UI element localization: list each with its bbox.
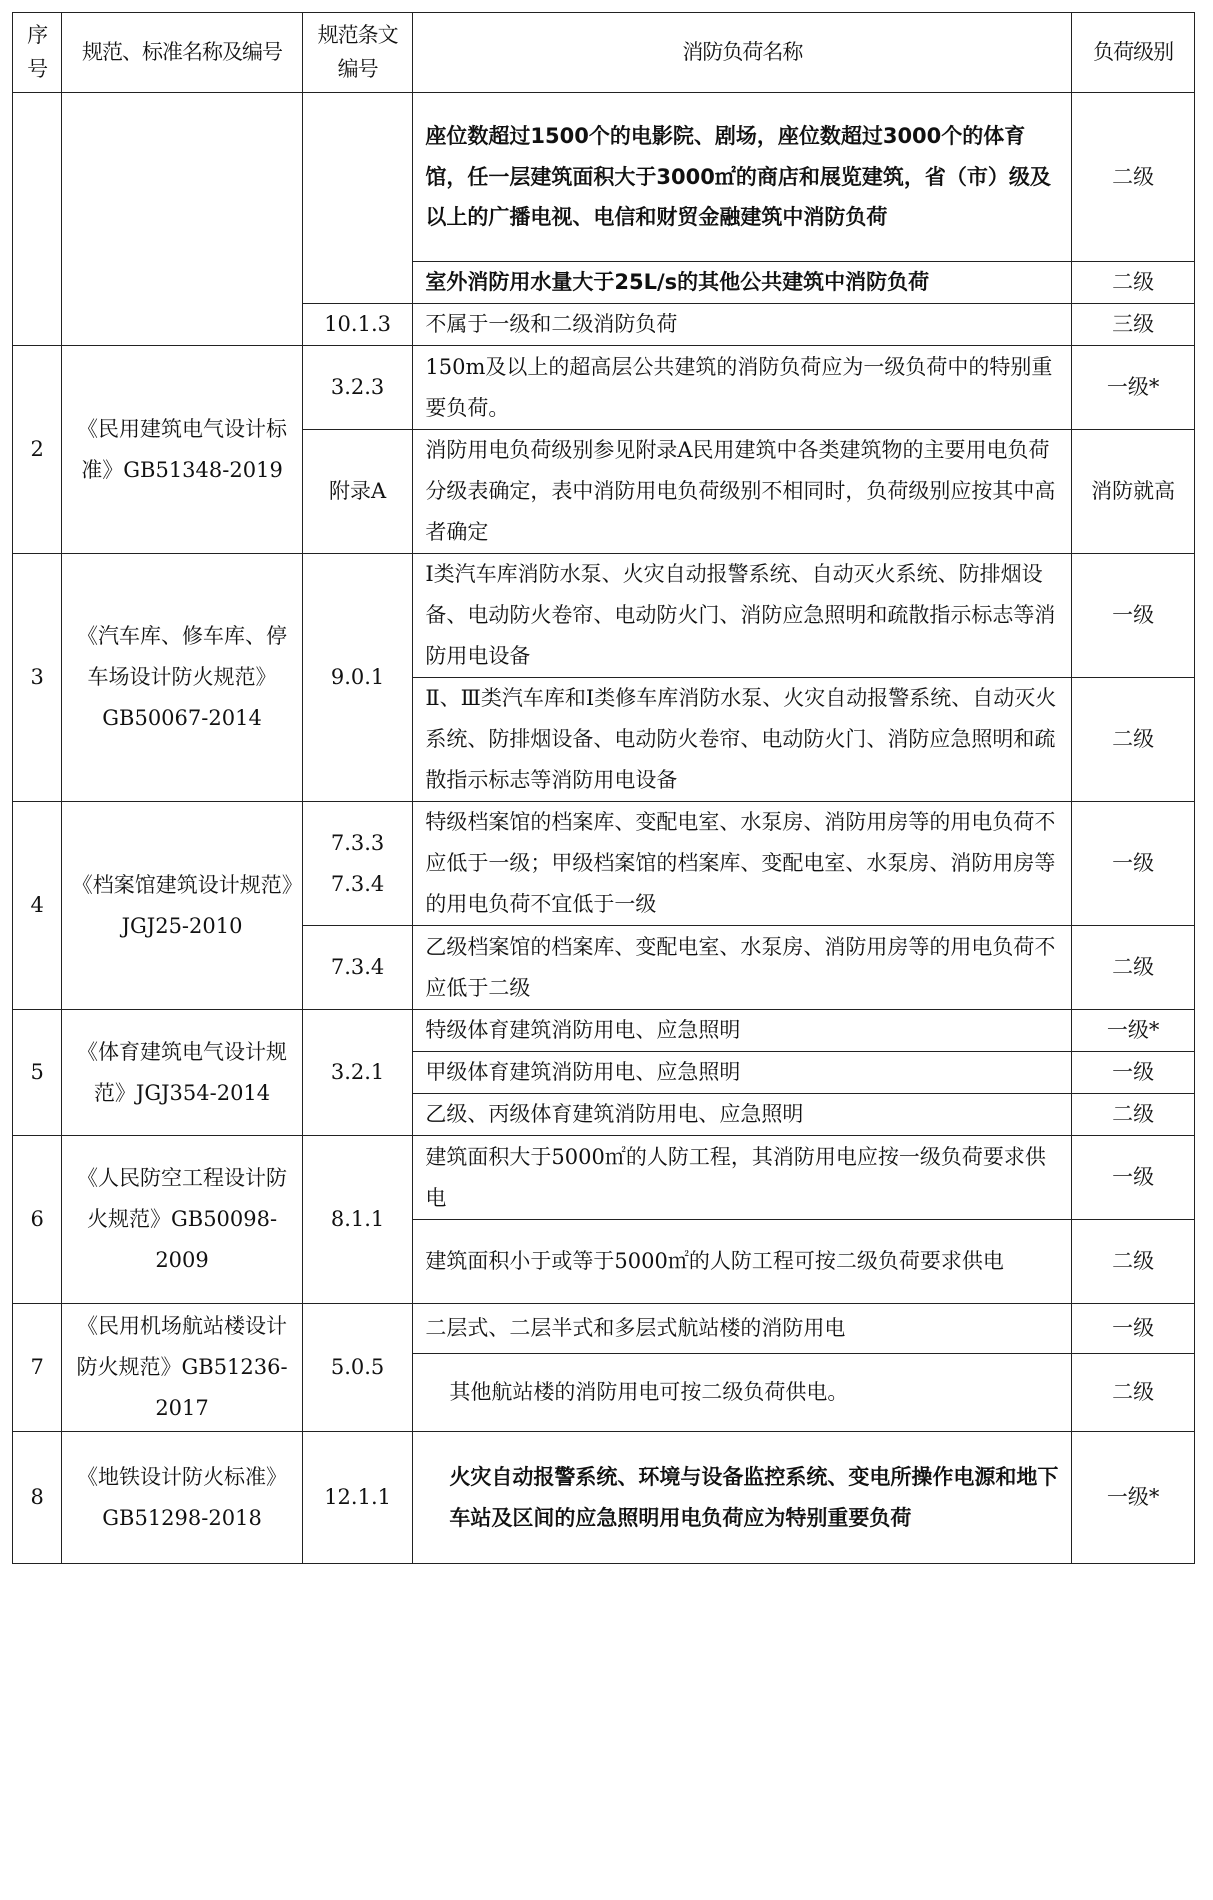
table-row [13, 1304, 1195, 1354]
row7-level-b: 二级 [1072, 1354, 1195, 1432]
row3-load-b: Ⅱ、Ⅲ类汽车库和Ⅰ类修车库消防水泵、火灾自动报警系统、自动灭火系统、防排烟设备、电动防火卷帘、电动防火门、消防应急照明和疏散指示标志等消防用电设备 [413, 678, 1072, 802]
header-no: 序号 [13, 13, 62, 93]
row5-load-b: 甲级体育建筑消防用电、应急照明 [413, 1052, 1072, 1094]
header-load: 消防负荷名称 [413, 13, 1072, 93]
row7-standard: 《民用机场航站楼设计防火规范》GB51236-2017 [62, 1304, 302, 1432]
row2-load-b: 消防用电负荷级别参见附录A民用建筑中各类建筑物的主要用电负荷分级表确定，表中消防用电负荷级别不相同时，负荷级别应按其中高者确定 [413, 430, 1072, 554]
row6-clause: 8.1.1 [302, 1136, 413, 1304]
row5-standard: 《体育建筑电气设计规范》JGJ354-2014 [62, 1010, 302, 1136]
row1-standard [62, 93, 302, 346]
fire-load-table [12, 12, 1195, 1564]
table-row [13, 346, 1195, 430]
row7-load-a: 二层式、二层半式和多层式航站楼的消防用电 [413, 1304, 1072, 1354]
document-page [12, 12, 1195, 1564]
header-standard: 规范、标准名称及编号 [62, 13, 302, 93]
row2-level-a: 一级* [1072, 346, 1195, 430]
row5-load-c: 乙级、丙级体育建筑消防用电、应急照明 [413, 1094, 1072, 1136]
row8-no: 8 [13, 1432, 62, 1564]
row7-clause: 5.0.5 [302, 1304, 413, 1432]
row6-level-a: 一级 [1072, 1136, 1195, 1220]
row5-clause: 3.2.1 [302, 1010, 413, 1136]
row3-standard: 《汽车库、修车库、停车场设计防火规范》GB50067-2014 [62, 554, 302, 802]
row7-load-b: 其他航站楼的消防用电可按二级负荷供电。 [413, 1354, 1072, 1432]
row6-no: 6 [13, 1136, 62, 1304]
row1-clause [302, 93, 413, 304]
row3-level-a: 一级 [1072, 554, 1195, 678]
header-row [13, 13, 1195, 93]
row6-level-b: 二级 [1072, 1220, 1195, 1304]
row3-no: 3 [13, 554, 62, 802]
row4-standard: 《档案馆建筑设计规范》JGJ25-2010 [62, 802, 302, 1010]
row4-level-b: 二级 [1072, 926, 1195, 1010]
row1-load-b: 室外消防用水量大于25L/s的其他公共建筑中消防负荷 [413, 262, 1072, 304]
table-row [13, 554, 1195, 678]
row4-no: 4 [13, 802, 62, 1010]
row6-load-a: 建筑面积大于5000㎡的人防工程，其消防用电应按一级负荷要求供电 [413, 1136, 1072, 1220]
row4-clause-a: 7.3.3 7.3.4 [302, 802, 413, 926]
row4-level-a: 一级 [1072, 802, 1195, 926]
row2-clause-a: 3.2.3 [302, 346, 413, 430]
row2-no: 2 [13, 346, 62, 554]
row2-clause-b: 附录A [302, 430, 413, 554]
row4-clause-b: 7.3.4 [302, 926, 413, 1010]
row2-load-a: 150m及以上的超高层公共建筑的消防负荷应为一级负荷中的特别重要负荷。 [413, 346, 1072, 430]
row1-load-a: 座位数超过1500个的电影院、剧场，座位数超过3000个的体育馆，任一层建筑面积大于3000㎡的商店和展览建筑，省（市）级及以上的广播电视、电信和财贸金融建筑中消防负荷 [413, 93, 1072, 262]
table-row [13, 1010, 1195, 1052]
row5-no: 5 [13, 1010, 62, 1136]
row8-load: 火灾自动报警系统、环境与设备监控系统、变电所操作电源和地下车站及区间的应急照明用电负荷应为特别重要负荷 [413, 1432, 1072, 1564]
row1-level-a: 二级 [1072, 93, 1195, 262]
table-row [13, 93, 1195, 262]
row5-level-c: 二级 [1072, 1094, 1195, 1136]
row1-clause-c: 10.1.3 [302, 304, 413, 346]
table-row [13, 1432, 1195, 1564]
row2-level-b: 消防就高 [1072, 430, 1195, 554]
row6-standard: 《人民防空工程设计防火规范》GB50098-2009 [62, 1136, 302, 1304]
row4-load-b: 乙级档案馆的档案库、变配电室、水泵房、消防用房等的用电负荷不应低于二级 [413, 926, 1072, 1010]
row8-level: 一级* [1072, 1432, 1195, 1564]
row5-load-a: 特级体育建筑消防用电、应急照明 [413, 1010, 1072, 1052]
row3-load-a: Ⅰ类汽车库消防水泵、火灾自动报警系统、自动灭火系统、防排烟设备、电动防火卷帘、电动防火门、消防应急照明和疏散指示标志等消防用电设备 [413, 554, 1072, 678]
row8-clause: 12.1.1 [302, 1432, 413, 1564]
row2-standard: 《民用建筑电气设计标准》GB51348-2019 [62, 346, 302, 554]
row6-load-b: 建筑面积小于或等于5000㎡的人防工程可按二级负荷要求供电 [413, 1220, 1072, 1304]
row1-level-c: 三级 [1072, 304, 1195, 346]
row3-level-b: 二级 [1072, 678, 1195, 802]
row5-level-b: 一级 [1072, 1052, 1195, 1094]
row1-level-b: 二级 [1072, 262, 1195, 304]
row1-load-c: 不属于一级和二级消防负荷 [413, 304, 1072, 346]
table-row [13, 1136, 1195, 1220]
row3-clause: 9.0.1 [302, 554, 413, 802]
row8-standard: 《地铁设计防火标准》GB51298-2018 [62, 1432, 302, 1564]
row7-level-a: 一级 [1072, 1304, 1195, 1354]
header-clause: 规范条文编号 [302, 13, 413, 93]
header-level: 负荷级别 [1072, 13, 1195, 93]
row4-load-a: 特级档案馆的档案库、变配电室、水泵房、消防用房等的用电负荷不应低于一级；甲级档案馆的档案库、变配电室、水泵房、消防用房等的用电负荷不宜低于一级 [413, 802, 1072, 926]
row1-no [13, 93, 62, 346]
table-row [13, 802, 1195, 926]
row5-level-a: 一级* [1072, 1010, 1195, 1052]
row7-no: 7 [13, 1304, 62, 1432]
